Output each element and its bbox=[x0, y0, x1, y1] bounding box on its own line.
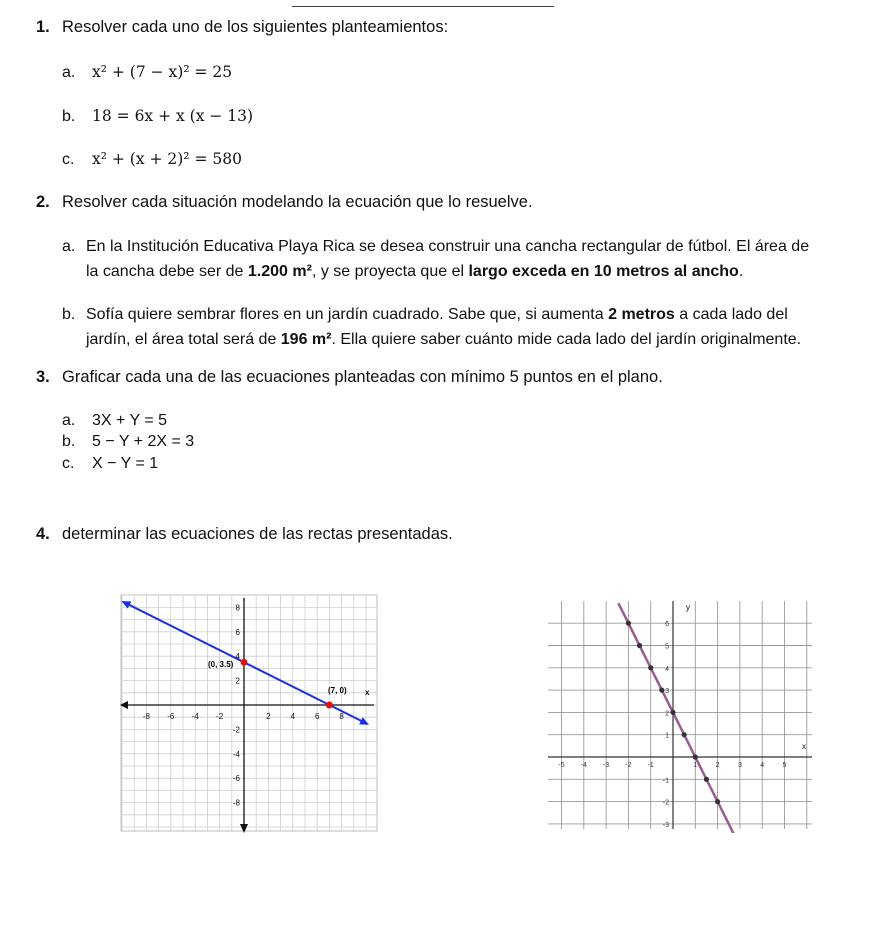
point-y-intercept bbox=[241, 659, 248, 666]
x-tick-label: -1 bbox=[647, 762, 654, 769]
y-tick-label: -2 bbox=[662, 799, 669, 807]
y-tick-label: -6 bbox=[232, 774, 240, 784]
paragraph-line: jardín, el área total será de bbox=[86, 331, 281, 348]
graph-point bbox=[659, 688, 664, 693]
graph-point bbox=[682, 732, 687, 737]
q3-item-a bbox=[62, 412, 167, 430]
x-tick-label: -2 bbox=[625, 762, 632, 769]
graph-point bbox=[693, 754, 698, 759]
condition-text: largo exceda en 10 metros al ancho bbox=[468, 263, 739, 280]
q1-item-b bbox=[62, 107, 253, 126]
graph-2 bbox=[548, 597, 813, 833]
graph-point bbox=[648, 665, 653, 670]
x-tick-label: -3 bbox=[602, 762, 610, 769]
graph-line bbox=[618, 603, 743, 833]
axes bbox=[120, 598, 374, 833]
item-label: b. bbox=[62, 108, 76, 125]
x-tick-label: 2 bbox=[715, 762, 720, 769]
question-text: Resolver cada situación modelando la ecuación que lo resuelve. bbox=[62, 193, 533, 211]
q3-item-b bbox=[62, 433, 194, 451]
y-axis-label: y bbox=[686, 603, 690, 612]
item-label: b. bbox=[62, 306, 76, 323]
y-tick-label: 1 bbox=[665, 732, 669, 740]
x-tick-label: 6 bbox=[314, 712, 320, 721]
q1-item-c bbox=[62, 150, 242, 169]
y-tick-label: -2 bbox=[232, 725, 240, 735]
q2-item-a bbox=[62, 234, 809, 284]
paragraph-text: , y se proyecta que el bbox=[311, 263, 469, 280]
graph-point bbox=[626, 621, 631, 626]
x-tick-label: -4 bbox=[580, 762, 587, 769]
item-label: b. bbox=[62, 433, 76, 450]
question-number: 1. bbox=[36, 18, 50, 36]
y-tick-label: 4 bbox=[665, 665, 669, 673]
x-tick-label: 4 bbox=[760, 762, 765, 769]
point-label-2: (7, 0) bbox=[328, 686, 347, 695]
x-tick-label: 2 bbox=[266, 712, 271, 721]
equation: 18 = 6x + x (x − 13) bbox=[92, 107, 254, 125]
y-tick-label: 8 bbox=[235, 603, 240, 613]
point-label-1: (0, 3.5) bbox=[208, 660, 234, 669]
y-axis-arrow bbox=[240, 824, 248, 833]
graph-1 bbox=[118, 592, 383, 837]
equation: x² + (x + 2)² = 580 bbox=[92, 150, 242, 168]
x-axis-label: x bbox=[365, 688, 370, 697]
y-tick-label: -3 bbox=[662, 821, 669, 829]
y-tick-label: 3 bbox=[665, 688, 669, 696]
point-x-intercept bbox=[326, 702, 333, 709]
graph-point bbox=[637, 643, 642, 648]
x-tick-label: 1 bbox=[693, 762, 698, 769]
x-tick-label: -2 bbox=[216, 712, 224, 721]
x-tick-label: -6 bbox=[167, 712, 175, 721]
item-label: a. bbox=[62, 64, 76, 81]
question-text: Resolver cada uno de los siguientes planteamientos: bbox=[62, 18, 449, 36]
area-value: 1.200 m² bbox=[247, 263, 312, 280]
y-tick-label: 6 bbox=[665, 621, 669, 629]
increase-value: 2 metros bbox=[608, 306, 675, 323]
equation: 3X + Y = 5 bbox=[92, 412, 168, 429]
question-number: 4. bbox=[36, 525, 50, 543]
paragraph-text: . bbox=[738, 263, 744, 280]
graph-point bbox=[670, 710, 675, 715]
x-axis-label: x bbox=[802, 742, 806, 751]
item-label: a. bbox=[62, 412, 76, 429]
question-2 bbox=[36, 193, 533, 212]
paragraph-text: a cada lado del bbox=[674, 306, 788, 323]
x-tick-label: -4 bbox=[191, 712, 199, 721]
x-tick-label: -8 bbox=[142, 712, 150, 721]
y-tick-label: 2 bbox=[665, 710, 669, 718]
equation: X − Y = 1 bbox=[92, 455, 159, 472]
x-tick-label: 8 bbox=[339, 712, 344, 721]
paragraph-line: En la Institución Educativa Playa Rica se desea construir una cancha rectangular de fútbol. El área de bbox=[86, 238, 810, 255]
y-tick-label: 4 bbox=[235, 652, 240, 662]
q1-item-a bbox=[62, 63, 232, 82]
question-number: 2. bbox=[36, 193, 50, 211]
graph-point bbox=[715, 799, 720, 804]
question-1 bbox=[36, 18, 448, 37]
area-value: 196 m² bbox=[280, 331, 332, 348]
question-text: Graficar cada una de las ecuaciones planteadas con mínimo 5 puntos en el plano. bbox=[62, 368, 663, 386]
y-tick-label: 6 bbox=[235, 627, 240, 637]
item-label: c. bbox=[62, 455, 75, 472]
question-4 bbox=[36, 525, 453, 544]
graph-point bbox=[704, 777, 709, 782]
y-tick-label: 5 bbox=[665, 643, 669, 651]
q3-item-c bbox=[62, 455, 158, 473]
x-tick-label: 4 bbox=[290, 712, 296, 721]
paragraph-line: Sofía quiere sembrar flores en un jardín cuadrado. Sabe que, si aumenta bbox=[86, 306, 609, 323]
q2-item-b bbox=[62, 302, 801, 352]
y-tick-label: -1 bbox=[662, 777, 669, 785]
question-number: 3. bbox=[36, 368, 50, 386]
y-tick-label: 2 bbox=[235, 676, 240, 686]
paragraph-text: . Ella quiere saber cuánto mide cada lado del jardín originalmente. bbox=[331, 331, 802, 348]
item-label: c. bbox=[62, 151, 75, 168]
y-tick-label: -8 bbox=[232, 798, 240, 808]
item-label: a. bbox=[62, 238, 76, 255]
paragraph-line: la cancha debe ser de bbox=[86, 263, 248, 280]
x-tick-label: 3 bbox=[737, 762, 742, 769]
top-rule bbox=[292, 6, 554, 7]
y-tick-label: -4 bbox=[232, 749, 240, 759]
equation: x² + (7 − x)² = 25 bbox=[92, 63, 233, 81]
axes bbox=[548, 601, 812, 829]
grid bbox=[548, 601, 812, 829]
question-text: determinar las ecuaciones de las rectas presentadas. bbox=[62, 525, 453, 543]
question-3 bbox=[36, 368, 663, 387]
equation: 5 − Y + 2X = 3 bbox=[92, 433, 195, 450]
x-tick-label: -5 bbox=[558, 762, 565, 769]
x-tick-label: 5 bbox=[782, 762, 787, 769]
